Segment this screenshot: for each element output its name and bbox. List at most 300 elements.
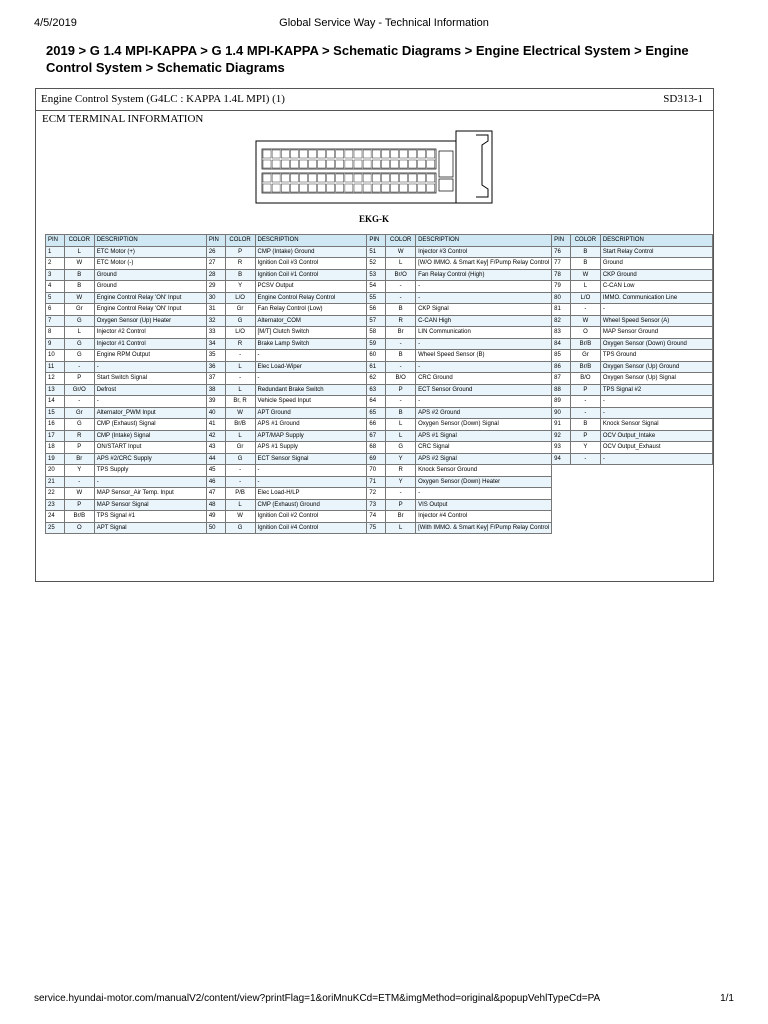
wire-color: G: [225, 522, 255, 534]
wire-color: L: [386, 419, 416, 431]
pin-description: TPS Ground: [600, 350, 712, 362]
pin-description: TPS Signal #1: [94, 511, 206, 523]
ecm-connector-drawing: [246, 127, 546, 207]
pin-description: Redundant Brake Switch: [255, 384, 367, 396]
wire-color: B: [386, 407, 416, 419]
print-date: 4/5/2019: [34, 17, 77, 29]
connector-pin-cell: [372, 174, 380, 182]
connector-pin-cell: [372, 160, 380, 168]
pin-description: Engine Control Relay 'ON' Input: [94, 304, 206, 316]
connector-pin-cell: [272, 150, 280, 158]
pin-description: CMP (Exhaust) Ground: [255, 499, 367, 511]
wire-color: P: [64, 373, 94, 385]
pin-number: 26: [206, 246, 225, 258]
pin-description: -: [255, 476, 367, 488]
connector-pin-cell: [290, 184, 298, 192]
connector-pin-cell: [309, 184, 317, 192]
column-header: DESCRIPTION: [94, 235, 206, 247]
pin-description: Start Relay Control: [600, 246, 712, 258]
pin-number: 64: [367, 396, 386, 408]
pin-number: 88: [552, 384, 571, 396]
pin-number: 47: [206, 488, 225, 500]
empty-cell: [552, 522, 713, 534]
empty-cell: [552, 465, 713, 477]
pin-number: 5: [46, 292, 65, 304]
pin-description: -: [416, 488, 552, 500]
pin-description: APT Signal: [94, 522, 206, 534]
wire-color: -: [570, 453, 600, 465]
wire-color: P/B: [225, 488, 255, 500]
wire-color: B: [570, 246, 600, 258]
column-header: COLOR: [386, 235, 416, 247]
wire-color: W: [225, 511, 255, 523]
wire-color: P: [225, 246, 255, 258]
pin-number: 58: [367, 327, 386, 339]
table-row: [46, 465, 713, 477]
wire-color: Y: [386, 453, 416, 465]
wire-color: Br: [386, 327, 416, 339]
wire-color: O: [64, 522, 94, 534]
connector-pin-cell: [263, 150, 271, 158]
connector-pin-cell: [427, 150, 435, 158]
pin-number: 94: [552, 453, 571, 465]
wire-color: G: [64, 315, 94, 327]
pin-number: 84: [552, 338, 571, 350]
wire-color: P: [570, 430, 600, 442]
pin-number: 31: [206, 304, 225, 316]
table-row: [46, 304, 713, 316]
wire-color: P: [386, 384, 416, 396]
pin-description: Vehicle Speed Input: [255, 396, 367, 408]
pin-description: MAP Sensor_Air Temp. Input: [94, 488, 206, 500]
pin-number: 50: [206, 522, 225, 534]
wire-color: Br: [64, 453, 94, 465]
pin-description: PCSV Output: [255, 281, 367, 293]
pin-description: VIS Output: [416, 499, 552, 511]
empty-cell: [552, 488, 713, 500]
wire-color: R: [386, 315, 416, 327]
wire-color: G: [64, 350, 94, 362]
wire-color: B: [570, 258, 600, 270]
pin-description: CMP (Intake) Signal: [94, 430, 206, 442]
connector-pin-cell: [281, 160, 289, 168]
wire-color: L: [64, 327, 94, 339]
pin-number: 1: [46, 246, 65, 258]
connector-pin-cell: [299, 174, 307, 182]
pin-number: 12: [46, 373, 65, 385]
pin-description: Alternator_COM: [255, 315, 367, 327]
connector-pin-cell: [354, 150, 362, 158]
pin-number: 70: [367, 465, 386, 477]
wire-color: -: [386, 488, 416, 500]
schematic-frame: [35, 88, 714, 582]
wire-color: Y: [64, 465, 94, 477]
pin-number: 9: [46, 338, 65, 350]
column-header: COLOR: [64, 235, 94, 247]
pin-description: Defrost: [94, 384, 206, 396]
pin-number: 23: [46, 499, 65, 511]
wire-color: Gr/O: [64, 384, 94, 396]
wire-color: W: [64, 258, 94, 270]
pin-description: APT Ground: [255, 407, 367, 419]
connector-pin-cell: [309, 160, 317, 168]
wire-color: B: [386, 304, 416, 316]
wire-color: L: [225, 499, 255, 511]
pin-description: Ignition Coil #3 Control: [255, 258, 367, 270]
wire-color: B: [64, 269, 94, 281]
pin-number: 80: [552, 292, 571, 304]
table-row: [46, 488, 713, 500]
wire-color: P: [64, 442, 94, 454]
wire-color: -: [570, 396, 600, 408]
connector-pin-cell: [336, 174, 344, 182]
wire-color: L/O: [225, 327, 255, 339]
pin-description: APS #2 Signal: [416, 453, 552, 465]
pin-description: -: [416, 396, 552, 408]
connector-pin-cell: [299, 184, 307, 192]
connector-pin-cell: [409, 160, 417, 168]
pin-number: 52: [367, 258, 386, 270]
table-row: [46, 338, 713, 350]
table-row: [46, 246, 713, 258]
pin-number: 93: [552, 442, 571, 454]
connector-pin-cell: [290, 150, 298, 158]
pin-number: 54: [367, 281, 386, 293]
wire-color: B/O: [386, 373, 416, 385]
pin-number: 27: [206, 258, 225, 270]
wire-color: G: [225, 453, 255, 465]
wire-color: B: [386, 350, 416, 362]
pin-description: -: [255, 373, 367, 385]
column-header: PIN: [552, 235, 571, 247]
pin-description: MAP Sensor Ground: [600, 327, 712, 339]
wire-color: -: [386, 396, 416, 408]
wire-color: -: [386, 292, 416, 304]
table-row: [46, 430, 713, 442]
connector-pin-cell: [427, 174, 435, 182]
pin-number: 85: [552, 350, 571, 362]
pin-number: 65: [367, 407, 386, 419]
pin-description: IMMO. Communication Line: [600, 292, 712, 304]
pin-number: 79: [552, 281, 571, 293]
pin-number: 63: [367, 384, 386, 396]
section-title: ECM TERMINAL INFORMATION: [42, 113, 204, 125]
pin-description: -: [94, 476, 206, 488]
pin-number: 39: [206, 396, 225, 408]
connector-pin-cell: [363, 174, 371, 182]
wire-color: L: [64, 246, 94, 258]
connector-pin-cell: [354, 184, 362, 192]
connector-pin-cell: [400, 150, 408, 158]
pin-number: 83: [552, 327, 571, 339]
wire-color: Br/B: [570, 338, 600, 350]
pin-number: 69: [367, 453, 386, 465]
wire-color: W: [570, 269, 600, 281]
connector-pin-cell: [281, 174, 289, 182]
pin-description: Oxygen Sensor (Down) Heater: [416, 476, 552, 488]
pin-number: 10: [46, 350, 65, 362]
footer-url: service.hyundai-motor.com/manualV2/content/view?printFlag=1&oriMnuKCd=ETM&imgMethod=original&popupVehlTypeCd=PA: [34, 993, 601, 1004]
pin-description: Fan Relay Control (Low): [255, 304, 367, 316]
column-header: PIN: [206, 235, 225, 247]
column-header: COLOR: [225, 235, 255, 247]
pin-description: Engine Control Relay Control: [255, 292, 367, 304]
pin-number: 30: [206, 292, 225, 304]
connector-pin-cell: [418, 184, 426, 192]
wire-color: -: [570, 407, 600, 419]
connector-pin-cell: [263, 174, 271, 182]
pin-description: Oxygen Sensor (Down) Signal: [416, 419, 552, 431]
connector-pin-cell: [290, 174, 298, 182]
pin-description: CKP Ground: [600, 269, 712, 281]
pin-description: -: [255, 350, 367, 362]
pin-description: -: [255, 465, 367, 477]
pin-description: Ground: [600, 258, 712, 270]
wire-color: -: [386, 338, 416, 350]
connector-pin-cell: [318, 150, 326, 158]
pin-number: 24: [46, 511, 65, 523]
pin-number: 53: [367, 269, 386, 281]
pin-description: CRC Signal: [416, 442, 552, 454]
pin-description: ECT Sensor Ground: [416, 384, 552, 396]
connector-pin-cell: [336, 184, 344, 192]
diagram-code: SD313-1: [663, 93, 703, 105]
table-row: [46, 396, 713, 408]
pin-number: 2: [46, 258, 65, 270]
pin-description: -: [416, 281, 552, 293]
wire-color: Y: [386, 476, 416, 488]
pin-description: Wheel Speed Sensor (B): [416, 350, 552, 362]
wire-color: L/O: [570, 292, 600, 304]
diagram-title: Engine Control System (G4LC : KAPPA 1.4L MPI) (1): [41, 93, 285, 105]
connector-pin-cell: [400, 160, 408, 168]
wire-color: W: [570, 315, 600, 327]
pin-number: 28: [206, 269, 225, 281]
pin-description: APS #1 Signal: [416, 430, 552, 442]
pin-number: 92: [552, 430, 571, 442]
connector-pin-cell: [381, 174, 389, 182]
wire-color: Br/B: [225, 419, 255, 431]
pin-number: 78: [552, 269, 571, 281]
connector-pin-cell: [409, 150, 417, 158]
connector-pin-cell: [327, 150, 335, 158]
pin-number: 35: [206, 350, 225, 362]
table-row: [46, 511, 713, 523]
connector-pin-cell: [327, 160, 335, 168]
pin-number: 36: [206, 361, 225, 373]
pin-number: 43: [206, 442, 225, 454]
wire-color: L: [225, 384, 255, 396]
table-row: [46, 384, 713, 396]
pin-number: 8: [46, 327, 65, 339]
wire-color: L: [386, 258, 416, 270]
wire-color: L: [225, 361, 255, 373]
pin-description: Wheel Speed Sensor (A): [600, 315, 712, 327]
pin-number: 57: [367, 315, 386, 327]
pin-number: 45: [206, 465, 225, 477]
pin-number: 3: [46, 269, 65, 281]
pin-number: 75: [367, 522, 386, 534]
column-header: PIN: [46, 235, 65, 247]
pin-number: 91: [552, 419, 571, 431]
wire-color: Gr: [570, 350, 600, 362]
connector-pin-cell: [418, 150, 426, 158]
pin-description: Oxygen Sensor (Up) Signal: [600, 373, 712, 385]
page-number: 1/1: [720, 993, 734, 1004]
pin-number: 82: [552, 315, 571, 327]
wire-color: -: [225, 476, 255, 488]
connector-pin-cell: [309, 174, 317, 182]
wire-color: Br/O: [386, 269, 416, 281]
pin-number: 22: [46, 488, 65, 500]
pin-number: 33: [206, 327, 225, 339]
pin-number: 32: [206, 315, 225, 327]
pin-description: CMP (Intake) Ground: [255, 246, 367, 258]
connector-pin-cell: [390, 150, 398, 158]
pin-number: 41: [206, 419, 225, 431]
pin-description: -: [600, 407, 712, 419]
connector-pin-cell: [327, 184, 335, 192]
pin-description: APT/MAP Supply: [255, 430, 367, 442]
table-row: [46, 269, 713, 281]
pin-description: -: [416, 292, 552, 304]
pin-number: 40: [206, 407, 225, 419]
pin-description: APS #1 Ground: [255, 419, 367, 431]
pin-number: 7: [46, 315, 65, 327]
pin-description: TPS Supply: [94, 465, 206, 477]
column-header: DESCRIPTION: [600, 235, 712, 247]
connector-pin-cell: [409, 184, 417, 192]
wire-color: B: [570, 419, 600, 431]
pin-number: 61: [367, 361, 386, 373]
connector-pin-cell: [381, 184, 389, 192]
pin-description: [W/O IMMO. & Smart Key] F/Pump Relay Control: [416, 258, 552, 270]
connector-pin-cell: [363, 160, 371, 168]
pin-description: Knock Sensor Signal: [600, 419, 712, 431]
pin-description: C-CAN High: [416, 315, 552, 327]
pin-number: 89: [552, 396, 571, 408]
pin-number: 44: [206, 453, 225, 465]
pin-description: LIN Communication: [416, 327, 552, 339]
pin-description: Brake Lamp Switch: [255, 338, 367, 350]
pin-number: 17: [46, 430, 65, 442]
pin-description: Start Switch Signal: [94, 373, 206, 385]
wire-color: P: [64, 499, 94, 511]
wire-color: -: [64, 476, 94, 488]
pin-number: 62: [367, 373, 386, 385]
wire-color: G: [386, 442, 416, 454]
pin-description: ECT Sensor Signal: [255, 453, 367, 465]
connector-pin-cell: [318, 174, 326, 182]
connector-pin-cell: [336, 160, 344, 168]
pin-number: 48: [206, 499, 225, 511]
wire-color: B: [225, 269, 255, 281]
pin-number: 34: [206, 338, 225, 350]
connector-pin-cell: [309, 150, 317, 158]
table-row: [46, 281, 713, 293]
connector-pin-cell: [427, 160, 435, 168]
pin-description: APS #2 Ground: [416, 407, 552, 419]
pin-number: 13: [46, 384, 65, 396]
wire-color: Gr: [225, 304, 255, 316]
connector-pin-cell: [418, 160, 426, 168]
connector-pin-cell: [318, 184, 326, 192]
wire-color: Y: [225, 281, 255, 293]
table-row: [46, 258, 713, 270]
pin-number: 46: [206, 476, 225, 488]
connector-pin-cell: [372, 150, 380, 158]
pin-number: 16: [46, 419, 65, 431]
connector-pin-cell: [345, 150, 353, 158]
connector-pin-cell: [336, 150, 344, 158]
wire-color: -: [64, 396, 94, 408]
pin-number: 87: [552, 373, 571, 385]
wire-color: -: [225, 373, 255, 385]
pin-number: 4: [46, 281, 65, 293]
wire-color: R: [64, 430, 94, 442]
wire-color: W: [225, 407, 255, 419]
wire-color: B/O: [570, 373, 600, 385]
pin-number: 18: [46, 442, 65, 454]
column-header: COLOR: [570, 235, 600, 247]
connector-label: EKG-K: [359, 214, 390, 224]
pin-description: CRC Ground: [416, 373, 552, 385]
pin-number: 29: [206, 281, 225, 293]
connector-pin-cell: [409, 174, 417, 182]
table-header-row: [46, 235, 713, 247]
wire-color: -: [64, 361, 94, 373]
pin-number: 76: [552, 246, 571, 258]
wire-color: L/O: [225, 292, 255, 304]
connector-pin-cell: [390, 174, 398, 182]
pin-number: 21: [46, 476, 65, 488]
wire-color: L: [570, 281, 600, 293]
table-row: [46, 407, 713, 419]
connector-pin-cell: [345, 174, 353, 182]
pin-description: APS #1 Supply: [255, 442, 367, 454]
pin-description: Fan Relay Control (High): [416, 269, 552, 281]
connector-pin-cell: [390, 160, 398, 168]
wire-color: R: [386, 465, 416, 477]
connector-pin-cell: [272, 174, 280, 182]
connector-pin-cell: [390, 184, 398, 192]
pin-description: -: [416, 361, 552, 373]
page-header-title: Global Service Way - Technical Information: [279, 17, 489, 29]
wire-color: B: [64, 281, 94, 293]
pin-description: Injector #3 Control: [416, 246, 552, 258]
pin-description: Injector #1 Control: [94, 338, 206, 350]
pin-number: 81: [552, 304, 571, 316]
wire-color: -: [386, 281, 416, 293]
ecm-pin-table: [45, 234, 713, 534]
wire-color: O: [570, 327, 600, 339]
pin-description: -: [600, 396, 712, 408]
connector-pin-cell: [272, 184, 280, 192]
table-row: [46, 373, 713, 385]
pin-number: 73: [367, 499, 386, 511]
pin-description: Injector #4 Control: [416, 511, 552, 523]
connector-pin-cell: [418, 174, 426, 182]
wire-color: Gr: [64, 407, 94, 419]
pin-number: 59: [367, 338, 386, 350]
pin-description: OCV Output_Intake: [600, 430, 712, 442]
pin-description: C-CAN Low: [600, 281, 712, 293]
connector-pin-cell: [327, 174, 335, 182]
pin-number: 51: [367, 246, 386, 258]
pin-description: Ignition Coil #4 Control: [255, 522, 367, 534]
pin-number: 74: [367, 511, 386, 523]
table-row: [46, 499, 713, 511]
